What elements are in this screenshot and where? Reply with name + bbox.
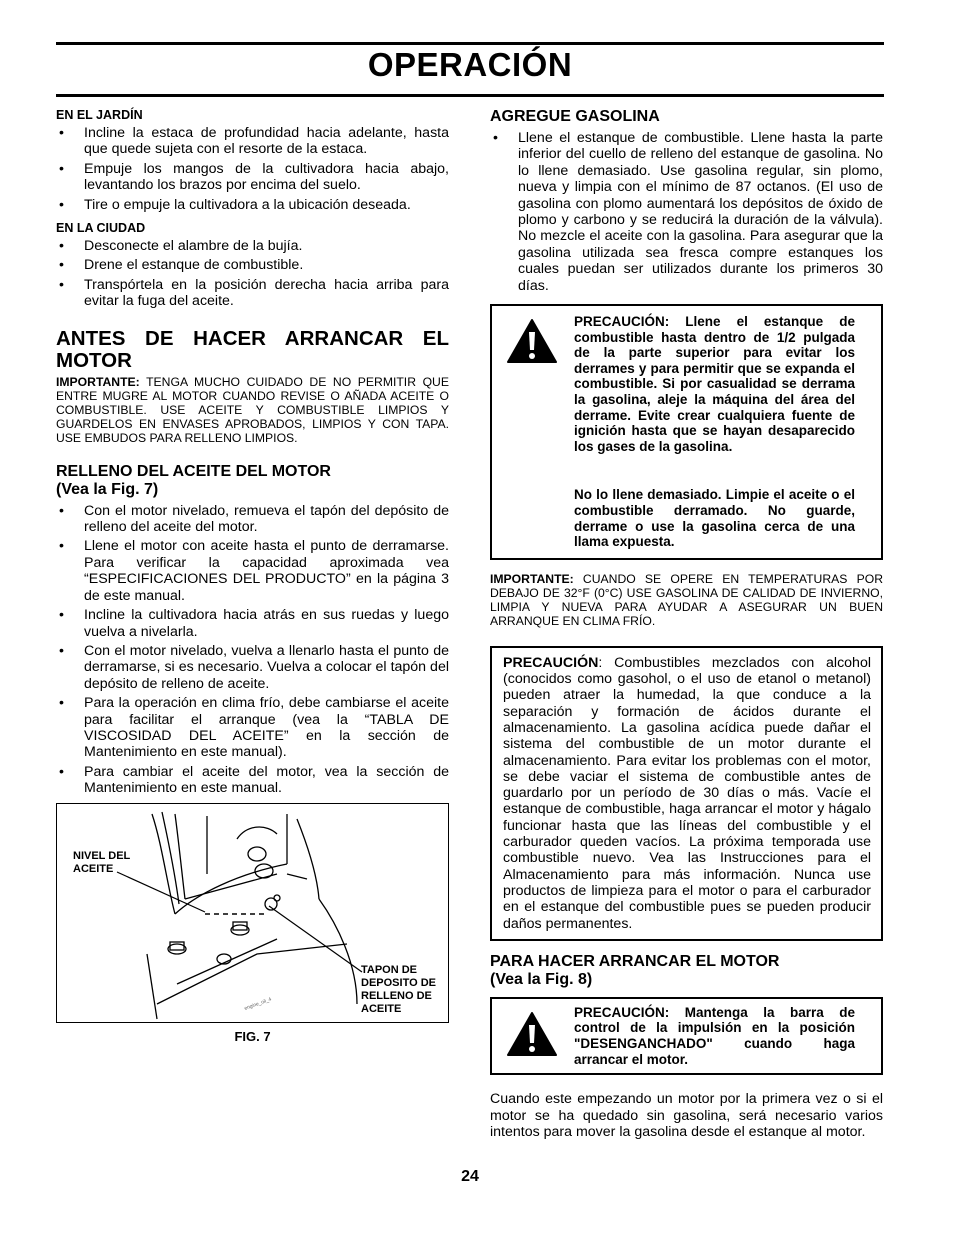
figure-code: engine_oil_4 xyxy=(243,996,273,1012)
cold-weather-important-note xyxy=(490,572,883,628)
page-number: 24 xyxy=(461,1168,479,1185)
closing-paragraph: Cuando este empezando un motor por la primera vez o si el motor se ha quedado sin gasolina, será necesario varios intentos para mover la gasolina desde el estanque al motor. xyxy=(490,1091,883,1140)
important-text: TENGA MUCHO CUIDADO DE NO PERMITIR QUE ENTRE MUGRE AL MOTOR CUANDO REVISE O AÑADA ACEITE O COMBUSTIBLE. USE ACEITE Y COMBUSTIBLE LIMPIOS Y GUARDELOS EN ENVASES APROBADOS, LIMPIOS Y CON TAPA. USE EMBUDOS PARA RELLENO LIMPIOS. xyxy=(56,374,449,445)
list-item: • Transpórtela en la posición derecha hacia arriba para evitar la fuga del aceite. xyxy=(56,277,449,310)
figure-7 xyxy=(56,803,449,1023)
right-column xyxy=(490,108,883,1140)
relleno-list xyxy=(56,503,449,797)
ciudad-list xyxy=(56,238,449,310)
label-tapon-deposito: TAPON DE DEPOSITO DE RELLENO DE ACEITE xyxy=(361,963,436,1015)
list-item: • Desconecte el alambre de la bujía. xyxy=(56,238,449,254)
arrancar-heading xyxy=(490,953,883,989)
important-text: CUANDO SE OPERE EN TEMPERATURAS POR DEBAJO DE 32°F (0°C) USE GASOLINA DE CALIDAD DE INVIERNO, LIMPIA Y NUEVA PARA AYUDAR A ASEGURAR UN BUEN ARRANQUE EN CLIMA FRÍO. xyxy=(490,571,883,628)
caution-box-alcohol xyxy=(490,646,883,941)
left-column xyxy=(56,108,449,1044)
list-item: • Con el motor nivelado, vuelva a llenarlo hasta el punto de derramarse, si es necesario. Vuelva a colocar el tapón del depósito de relleno de aceite. xyxy=(56,643,449,692)
antes-heading: ANTES DE HACER ARRANCAR EL MOTOR xyxy=(56,326,449,372)
jardin-heading: EN EL JARDÍN xyxy=(56,108,143,122)
caution-body: : Combustibles mezclados con alcohol (conocidos como gasohol, o el uso de etanol o metanol) pueden atraer la humedad, la que conduce a la separación y formación de ácidos durante el almacenamiento. La gasolina acídica puede dañar el sistema del combustible de un motor durante el almacenamiento. Para evitar los problemas con el motor, se debe vaciar el sistema de combustible antes de guardarlo por un período de 30 días o más. Vacíe el estanque de combustible, haga arrancar el motor y hágalo funcionar hasta que las líneas del combustible y el carburador queden vacíos. La próxima temporada use combustible nuevo. Vea las Instrucciones para el Almacenamiento para más información. Nunca use productos de limpieza para el motor o para el carburador en el estanque del combustible pues se pueden producir daños permanentes. xyxy=(503,654,871,932)
important-label: IMPORTANTE: xyxy=(490,571,574,586)
warning-icon xyxy=(506,1011,558,1057)
gasolina-heading: AGREGUE GASOLINA xyxy=(490,108,660,125)
arrancar-heading-line1: PARA HACER ARRANCAR EL MOTOR xyxy=(490,952,780,970)
page-title: OPERACIÓN xyxy=(367,46,573,83)
list-item: • Incline la cultivadora hacia atrás en sus ruedas y luego vuelva a nivelarla. xyxy=(56,607,449,640)
caution-text xyxy=(503,655,871,932)
ciudad-heading: EN LA CIUDAD xyxy=(56,221,146,236)
antes-important-note xyxy=(56,375,449,445)
list-item: • Empuje los mangos de la cultivadora hacia abajo, levantando los brazos por encima del suelo. xyxy=(56,161,449,194)
title-underline-rule xyxy=(56,94,884,97)
warning-icon xyxy=(506,318,558,364)
arrancar-heading-line2: (Vea la Fig. 8) xyxy=(490,970,593,988)
jardin-list xyxy=(56,125,449,213)
figure-caption: FIG. 7 xyxy=(234,1028,271,1044)
warning-text-drive-control: PRECAUCIÓN: Mantenga la barra de control de la impulsión en la posición "DESENGANCHADO" cuando haga arrancar el motor. xyxy=(574,1004,855,1067)
list-item: • Para la operación en clima frío, debe cambiarse el aceite para facilitar el arranque (vea la “TABLA DE VISCOSIDAD DEL ACEITE” en la sección de Mantenimiento en este manual). xyxy=(56,695,449,761)
warning-box-fuel xyxy=(490,304,883,560)
relleno-heading xyxy=(56,463,449,499)
list-item: • Para cambiar el aceite del motor, vea la sección de Mantenimiento en este manual. xyxy=(56,764,449,797)
list-item: • Drene el estanque de combustible. xyxy=(56,257,449,273)
list-item: • Tire o empuje la cultivadora a la ubicación deseada. xyxy=(56,197,449,213)
list-item: • Llene el estanque de combustible. Llene hasta la parte inferior del cuello de relleno del estanque de gasolina. No lo llene demasiado. Use gasolina regular, sin plomo, nueva y limpia con el mínimo de 87 octanos. (El uso de gasolina con plomo aumentará los depósitos de óxido de plomo y carbono y se reducirá la duración de la válvula). No mezcle el aceite con la gasolina. Para asegurar que la gasolina utilizada sea fresca compre estanques los cuales puedan ser utilizados durante los primeros 30 días. xyxy=(490,130,883,294)
warning-text-2: No lo llene demasiado. Limpie el aceite o el combustible derramado. No guarde, derrame o use la gasolina cerca de una llama expuesta. xyxy=(574,487,855,550)
warning-box-drive-control xyxy=(490,997,883,1075)
important-label: IMPORTANTE: xyxy=(56,374,140,389)
list-item: • Con el motor nivelado, remueva el tapón del depósito de relleno del aceite del motor. xyxy=(56,503,449,536)
relleno-heading-line1: RELLENO DEL ACEITE DEL MOTOR xyxy=(56,462,331,480)
list-item: • Incline la estaca de profundidad hacia adelante, hasta que quede sujeta con el resorte de la estaca. xyxy=(56,125,449,158)
caution-label: PRECAUCIÓN xyxy=(503,654,599,671)
list-item: • Llene el motor con aceite hasta el punto de derramarse. Para verificar la capacidad aproximada vea “ESPECIFICACIONES DEL PRODUCTO” en la página 3 de este manual. xyxy=(56,538,449,604)
top-rule xyxy=(56,42,884,45)
label-nivel-aceite: NIVEL DEL ACEITE xyxy=(73,849,131,875)
warning-text-1: PRECAUCIÓN: Llene el estanque de combustible hasta dentro de 1/2 pulgada de la parte superior para evitar los derrames y para permitir que se expanda el combustible. Si por casualidad se derrama la gasolina, aleje la máquina del área del derrame. Evite crear cualquiera fuente de ignición hasta que se hayan desaparecido los gases de la gasolina. xyxy=(574,314,855,454)
relleno-heading-line2: (Vea la Fig. 7) xyxy=(56,480,159,498)
gasolina-list xyxy=(490,130,883,294)
